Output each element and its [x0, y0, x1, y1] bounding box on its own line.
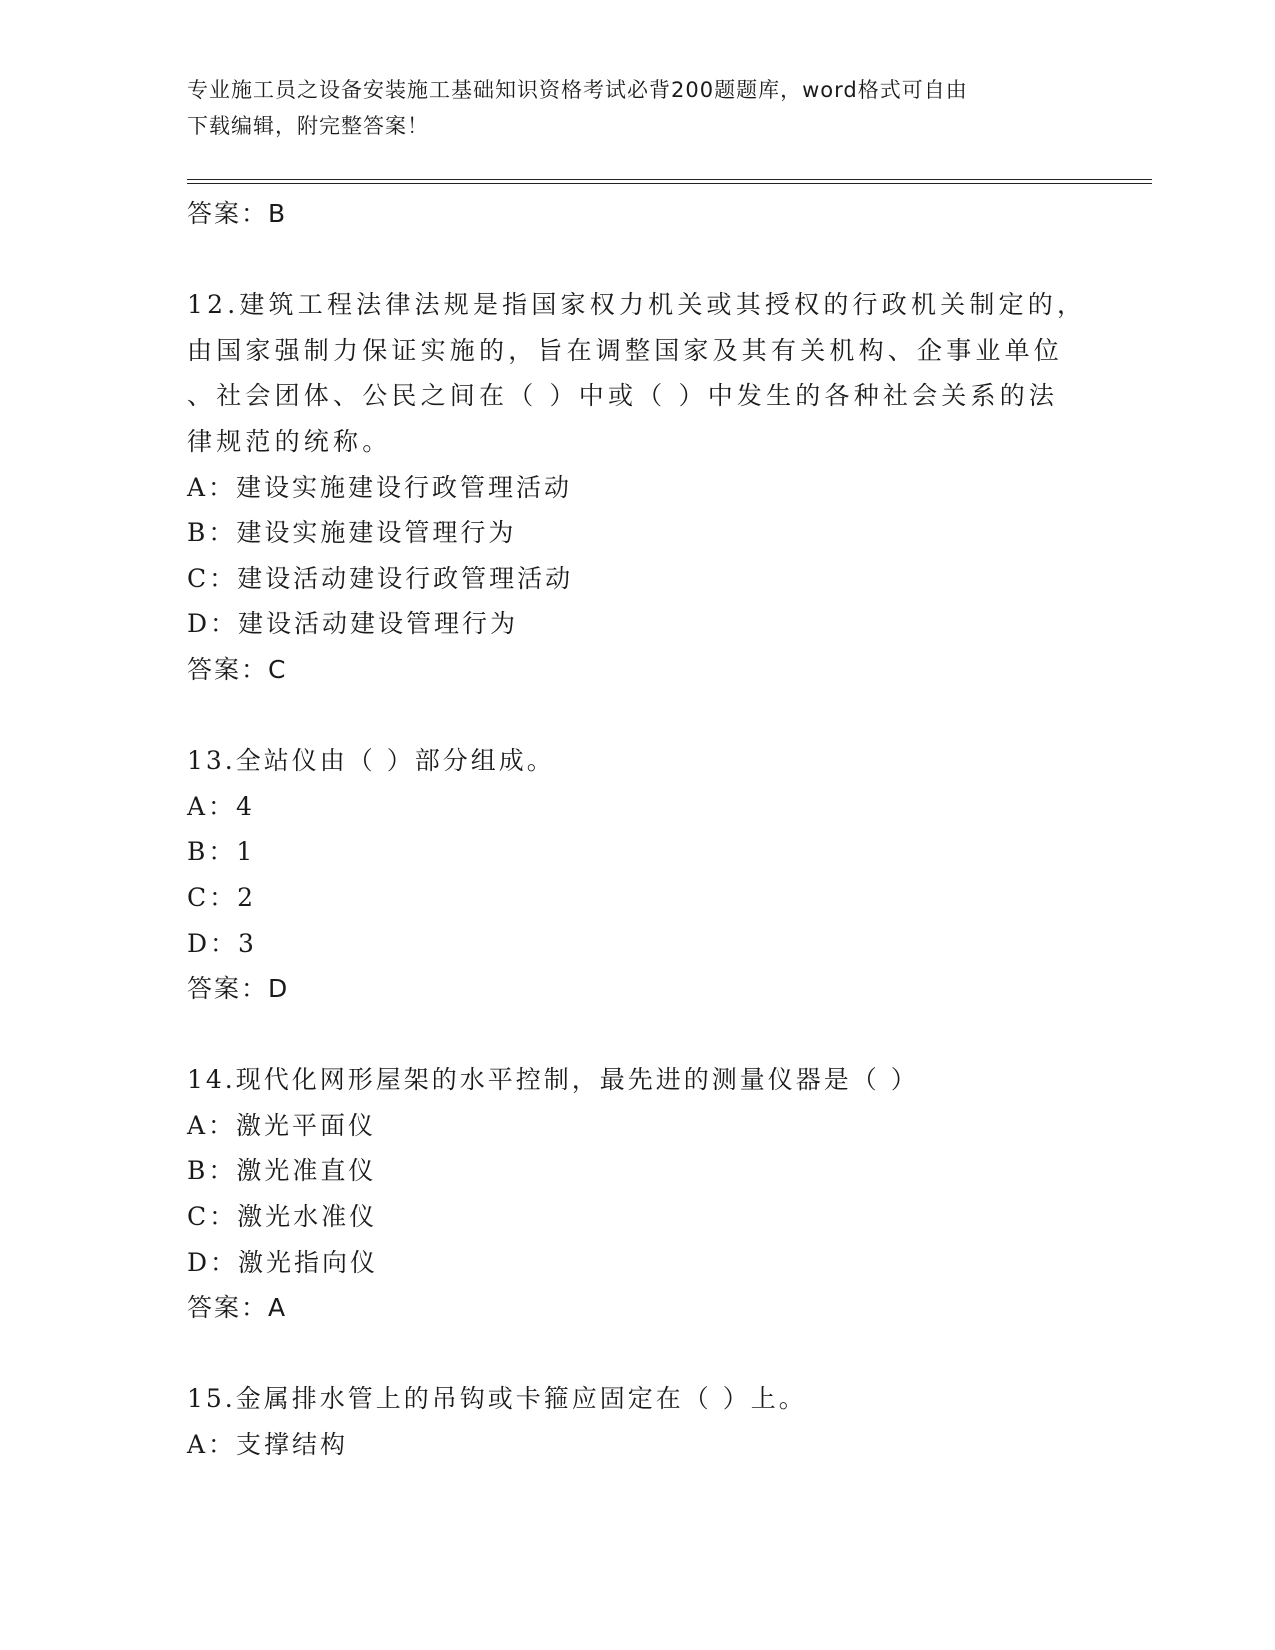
option-b: B：1 [187, 837, 256, 867]
header-rule-bottom [187, 183, 1152, 184]
question-text-line: 13.全站仪由（ ）部分组成。 [187, 746, 555, 776]
document-body [187, 191, 1087, 1468]
document-header [187, 72, 1067, 144]
option-a: A：支撑结构 [187, 1430, 349, 1460]
option-d: D：3 [187, 928, 257, 958]
question-13 [187, 738, 1087, 1012]
option-a: A：4 [187, 791, 255, 821]
option-c: C：激光水准仪 [187, 1202, 378, 1232]
question-text-line: 14.现代化网形屋架的水平控制，最先进的测量仪器是（ ） [187, 1065, 919, 1095]
option-d: D：建设活动建设管理行为 [187, 609, 519, 639]
question-text-line: 、社会团体、公民之间在（ ）中或（ ）中发生的各种社会关系的法 [187, 381, 1059, 411]
answer: 答案：C [187, 654, 288, 684]
option-b: B：建设实施建设管理行为 [187, 518, 517, 548]
option-b: B：激光准直仪 [187, 1156, 377, 1186]
option-d: D：激光指向仪 [187, 1247, 379, 1277]
answer: 答案：D [187, 974, 290, 1004]
answer: 答案：A [187, 1293, 288, 1323]
option-c: C：建设活动建设行政管理活动 [187, 563, 574, 593]
option-c: C：2 [187, 882, 257, 912]
question-text-line: 12.建筑工程法律法规是指国家权力机关或其授权的行政机关制定的， [187, 290, 1087, 320]
question-text-line: 由国家强制力保证实施的，旨在调整国家及其有关机构、企事业单位 [187, 335, 1064, 365]
header-rule-top [187, 179, 1152, 180]
question-15 [187, 1376, 1087, 1467]
header-line-2: 下载编辑，附完整答案！ [187, 114, 429, 138]
question-14 [187, 1057, 1087, 1331]
option-a: A：建设实施建设行政管理活动 [187, 472, 573, 502]
header-line-1: 专业施工员之设备安装施工基础知识资格考试必背200题题库，word格式可自由 [187, 78, 968, 102]
question-text-line: 15.金属排水管上的吊钩或卡箍应固定在（ ）上。 [187, 1384, 807, 1414]
option-a: A：激光平面仪 [187, 1110, 377, 1140]
previous-answer: 答案：B [187, 199, 288, 228]
question-text-line: 律规范的统称。 [187, 426, 392, 456]
question-12 [187, 282, 1087, 692]
